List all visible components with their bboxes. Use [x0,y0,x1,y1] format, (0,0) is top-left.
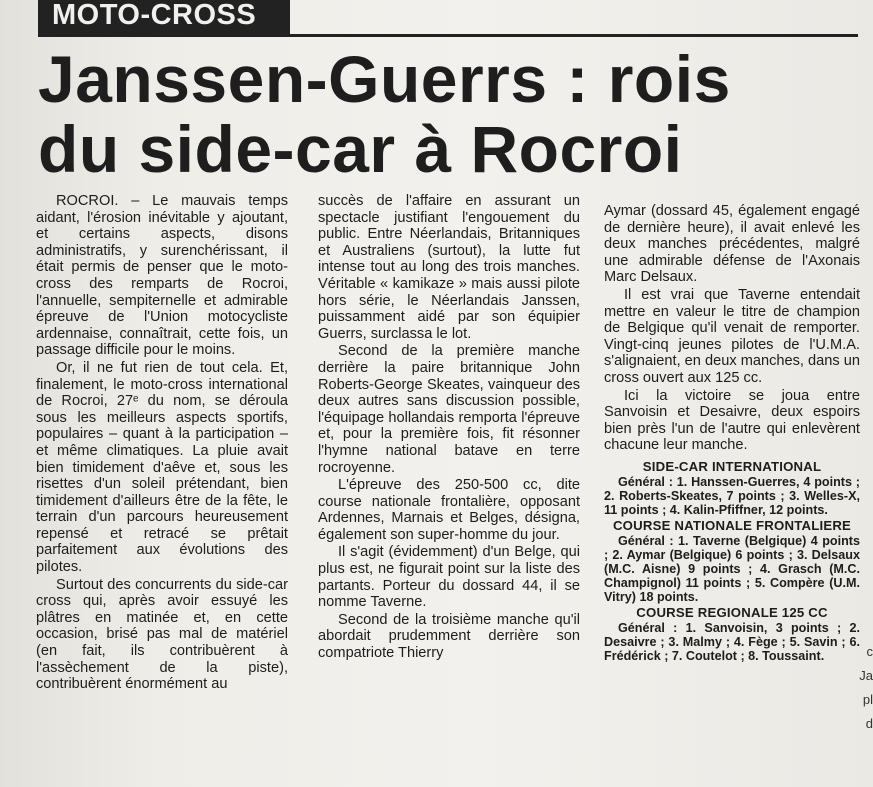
results-heading: SIDE-CAR INTERNATIONAL [642,458,822,474]
adjacent-column-fragments [859,640,873,736]
article-column-3 [604,203,860,664]
section-label: MOTO-CROSS [52,0,257,31]
edge-fragment: c [866,644,873,659]
results-box [604,460,860,663]
paragraph: Second de la troisième manche qu'il abordait prudemment derrière son compatriote Thierry [318,611,580,662]
article-column-2 [318,193,580,663]
results-text: Général : 1. Taverne (Belgique) 4 points ; 2. Aymar (Belgique) 6 points ; 3. Delsaux (M.C. Aisne) 9 points ; 4. Grasch (M.C. Champignol) 11 points ; 5. Compère (U.M. Vitry) 18 points. [604,533,860,604]
headline-line-2: du side-car à Rocroi [38,112,683,186]
edge-fragment: pl [862,692,873,707]
paragraph: Second de la première manche derrière la paire britannique John Roberts-George Skeates, vainqueur des deux autres sans discussion possible, l'équipage hollandais remporta l'épreuve et, pour la première fois, fit résonner l'hymne national batave en terre rocroyenne. [318,343,580,476]
edge-fragment: Ja [859,668,873,683]
paragraph: Il est vrai que Taverne entendait mettre en valeur le titre de champion de Belgique qu'il venait de remporter. Vingt-cinq jeunes pilotes de l'U.M.A. s'alignaient, en deux manches, dans un cross ouvert aux 125 cc. [604,286,860,386]
article-headline [38,44,858,184]
paragraph: L'épreuve des 250-500 cc, dite course nationale frontalière, opposant Ardennes, Marnais et Belges, désigna, également son super-homme du jour. [318,477,580,543]
article-column-1 [36,193,288,694]
section-rule [38,34,858,37]
paragraph: Ici la victoire se joua entre Sanvoisin et Desaivre, deux espoirs bien près l'un de l'autre qui enlevèrent chacune leur manche. [604,387,860,454]
results-heading: COURSE NATIONALE FRONTALIERE [612,517,852,533]
paragraph: succès de l'affaire en assurant un spectacle justifiant l'engouement du public. Entre Néerlandais, Britanniques et Australiens (surtout), la lutte fut intense tout au long des trois manches. Véritable « kamikaze » mais aussi pilote hors série, le Néerlandais Janssen, puissamment aidé par son équipier Guerrs, surclassa le lot. [318,193,580,342]
section-banner [38,0,290,36]
paragraph: Surtout des concurrents du side-car cross qui, après avoir essuyé les plâtres en matinée et, en cette occasion, brisé pas mal de matériel (en fait, ils contribuèrent à l'assèchement de la piste), contribuèrent énormément au [36,576,288,693]
results-heading: COURSE REGIONALE 125 CC [636,604,828,620]
paragraph: Il s'agit (évidemment) d'un Belge, qui plus est, ne figurait point sur la liste des partants. Porteur du dossard 44, il se nomme Taverne. [318,544,580,611]
results-text: Général : 1. Hanssen-Guerres, 4 points ; 2. Roberts-Skeates, 7 points ; 3. Welles-X, 11 points ; 4. Kalin-Pfiffner, 12 points. [604,474,860,517]
paragraph: Aymar (dossard 45, également engagé de dernière heure), il avait enlevé les deux manches précédentes, malgré une admirable défense de l'Axonais Marc Delsaux. [604,203,860,286]
edge-fragment: d [865,716,873,731]
results-text: Général : 1. Sanvoisin, 3 points ; 2. Desaivre ; 3. Malmy ; 4. Fège ; 5. Savin ; 6. Frédérick ; 7. Coutelot ; 8. Toussaint. [604,620,860,663]
paragraph: ROCROI. – Le mauvais temps aidant, l'érosion inévitable y ajoutant, et certains aspects, disons administratifs, y surenchérissant, il était permis de penser que le moto-cross des remparts de Rocroi, l'annuelle, sempiternelle et admirable épreuve de l'Union motocycliste ardennaise, connaîtrait, cette fois, un passage difficile pour le moins. [36,193,288,359]
paragraph: Or, il ne fut rien de tout cela. Et, finalement, le moto-cross international de Rocroi, 27ᵉ du nom, se déroula sous les meilleurs aspects sportifs, populaires – quant à la participation – et même climatiques. La pluie avait bien timidement d'aêve et, sous les risettes d'un soleil prétendant, bien timidement d'ailleurs être de la fête, le terrain d'un parcours heureusement repensé et retracé se prêtait parfaitement aux évolutions des pilotes. [36,359,288,576]
headline-line-1: Janssen-Guerrs : rois [38,42,731,116]
